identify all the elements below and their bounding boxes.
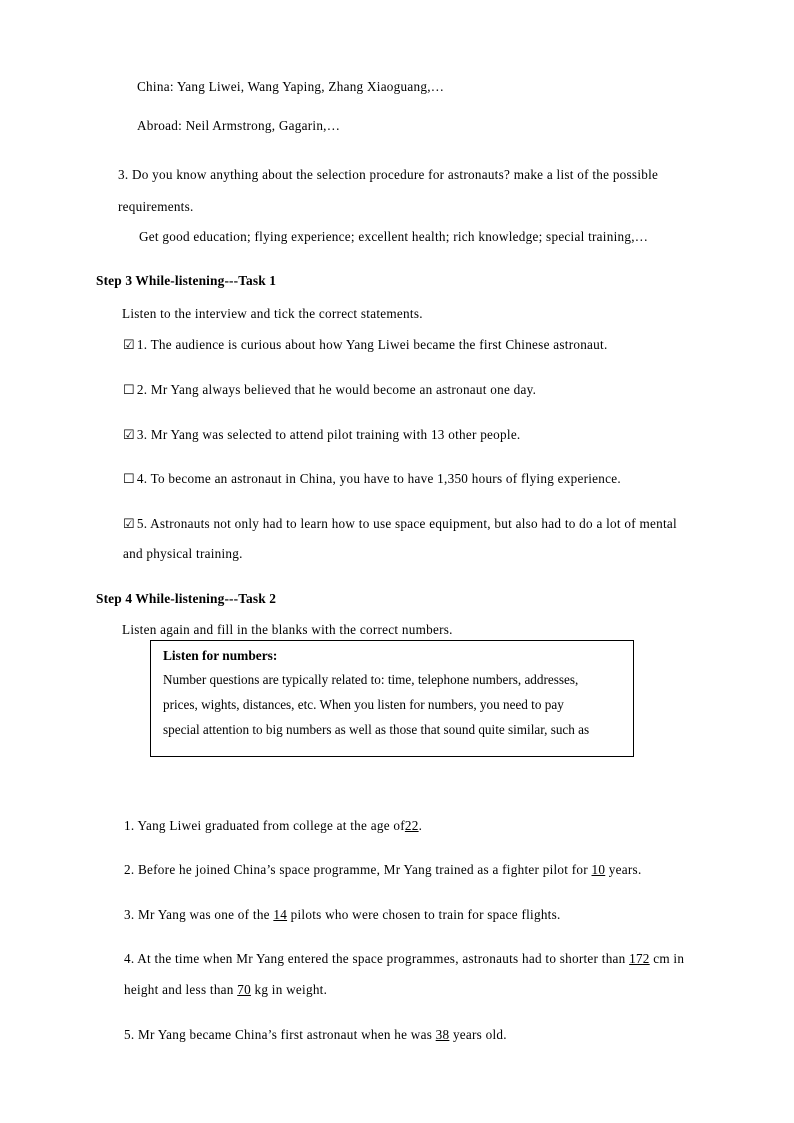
fill-item-2-before: 2. Before he joined China’s space programme, Mr Yang trained as a fighter pilot for [124, 862, 588, 877]
task1-item-5[interactable] [123, 515, 677, 532]
task1-item-5-text: 5. Astronauts not only had to learn how to use space equipment, but also had to do a lot of mental [136, 516, 677, 531]
fill-item-4-wrap-after: kg in weight. [254, 982, 328, 997]
checkbox-icon-2[interactable]: ☐ [123, 382, 136, 397]
task1-item-2-text: 2. Mr Yang always believed that he would become an astronaut one day. [136, 382, 537, 397]
question-3-line-2: requirements. [118, 199, 194, 214]
checkbox-icon-1[interactable]: ☑ [123, 337, 136, 352]
question-3-answer: Get good education; flying experience; excellent health; rich knowledge; special training,… [139, 229, 649, 244]
fill-item-4-wrap-answer[interactable]: 70 [237, 982, 251, 997]
fill-item-3-before: 3. Mr Yang was one of the [124, 907, 270, 922]
fill-item-5-after: years old. [452, 1027, 507, 1042]
step-4-heading: Step 4 While-listening---Task 2 [96, 591, 277, 606]
tip-box-title: Listen for numbers: [163, 648, 278, 663]
question-3-line-1: 3. Do you know anything about the selection procedure for astronauts? make a list of the possible [118, 167, 659, 182]
task1-item-3[interactable] [123, 426, 521, 443]
task1-item-4-text: 4. To become an astronaut in China, you have to have 1,350 hours of flying experience. [136, 471, 621, 486]
task1-item-5-wrap: and physical training. [123, 546, 243, 561]
task1-item-1-text: 1. The audience is curious about how Yang Liwei became the first Chinese astronaut. [136, 337, 608, 352]
fill-item-1-after: . [418, 818, 423, 833]
fill-item-5 [124, 1026, 507, 1043]
fill-item-4-after: cm in [653, 951, 685, 966]
fill-item-3-after: pilots who were chosen to train for space flights. [290, 907, 561, 922]
checkbox-icon-3[interactable]: ☑ [123, 427, 136, 442]
fill-item-3 [124, 906, 561, 923]
fill-item-3-answer[interactable]: 14 [273, 907, 288, 922]
task1-item-1[interactable] [123, 336, 608, 353]
fill-item-2 [124, 861, 642, 878]
fill-item-4 [124, 950, 684, 967]
abroad-astronauts-line: Abroad: Neil Armstrong, Gagarin,… [137, 118, 341, 133]
fill-item-5-answer[interactable]: 38 [435, 1027, 450, 1042]
fill-item-1 [124, 817, 422, 834]
fill-item-2-answer[interactable]: 10 [591, 862, 606, 877]
task1-item-2[interactable] [123, 381, 536, 398]
fill-item-5-before: 5. Mr Yang became China’s first astronaut when he was [124, 1027, 433, 1042]
checkbox-icon-5[interactable]: ☑ [123, 516, 136, 531]
fill-item-1-answer[interactable]: 22 [404, 818, 419, 833]
fill-item-4-wrap [124, 981, 327, 998]
checkbox-icon-4[interactable]: ☐ [123, 471, 136, 486]
step-3-instruction: Listen to the interview and tick the correct statements. [122, 306, 423, 321]
step-4-instruction: Listen again and fill in the blanks with the correct numbers. [122, 622, 453, 637]
fill-item-4-before: 4. At the time when Mr Yang entered the space programmes, astronauts had to shorter than [124, 951, 626, 966]
task1-item-3-text: 3. Mr Yang was selected to attend pilot training with 13 other people. [136, 427, 521, 442]
fill-item-4-wrap-before: height and less than [124, 982, 234, 997]
tip-box-line-2: prices, wights, distances, etc. When you listen for numbers, you need to pay [163, 697, 564, 712]
listen-for-numbers-box [150, 640, 634, 757]
step-3-heading: Step 3 While-listening---Task 1 [96, 273, 277, 288]
tip-box-line-1: Number questions are typically related to: time, telephone numbers, addresses, [163, 672, 579, 687]
tip-box-line-3: special attention to big numbers as well as those that sound quite similar, such as [163, 722, 590, 737]
china-astronauts-line: China: Yang Liwei, Wang Yaping, Zhang Xiaoguang,… [137, 79, 445, 94]
fill-item-1-before: 1. Yang Liwei graduated from college at the age of [124, 818, 405, 833]
fill-item-4-answer[interactable]: 172 [629, 951, 650, 966]
fill-item-2-after: years. [608, 862, 642, 877]
task1-item-4[interactable] [123, 470, 621, 487]
